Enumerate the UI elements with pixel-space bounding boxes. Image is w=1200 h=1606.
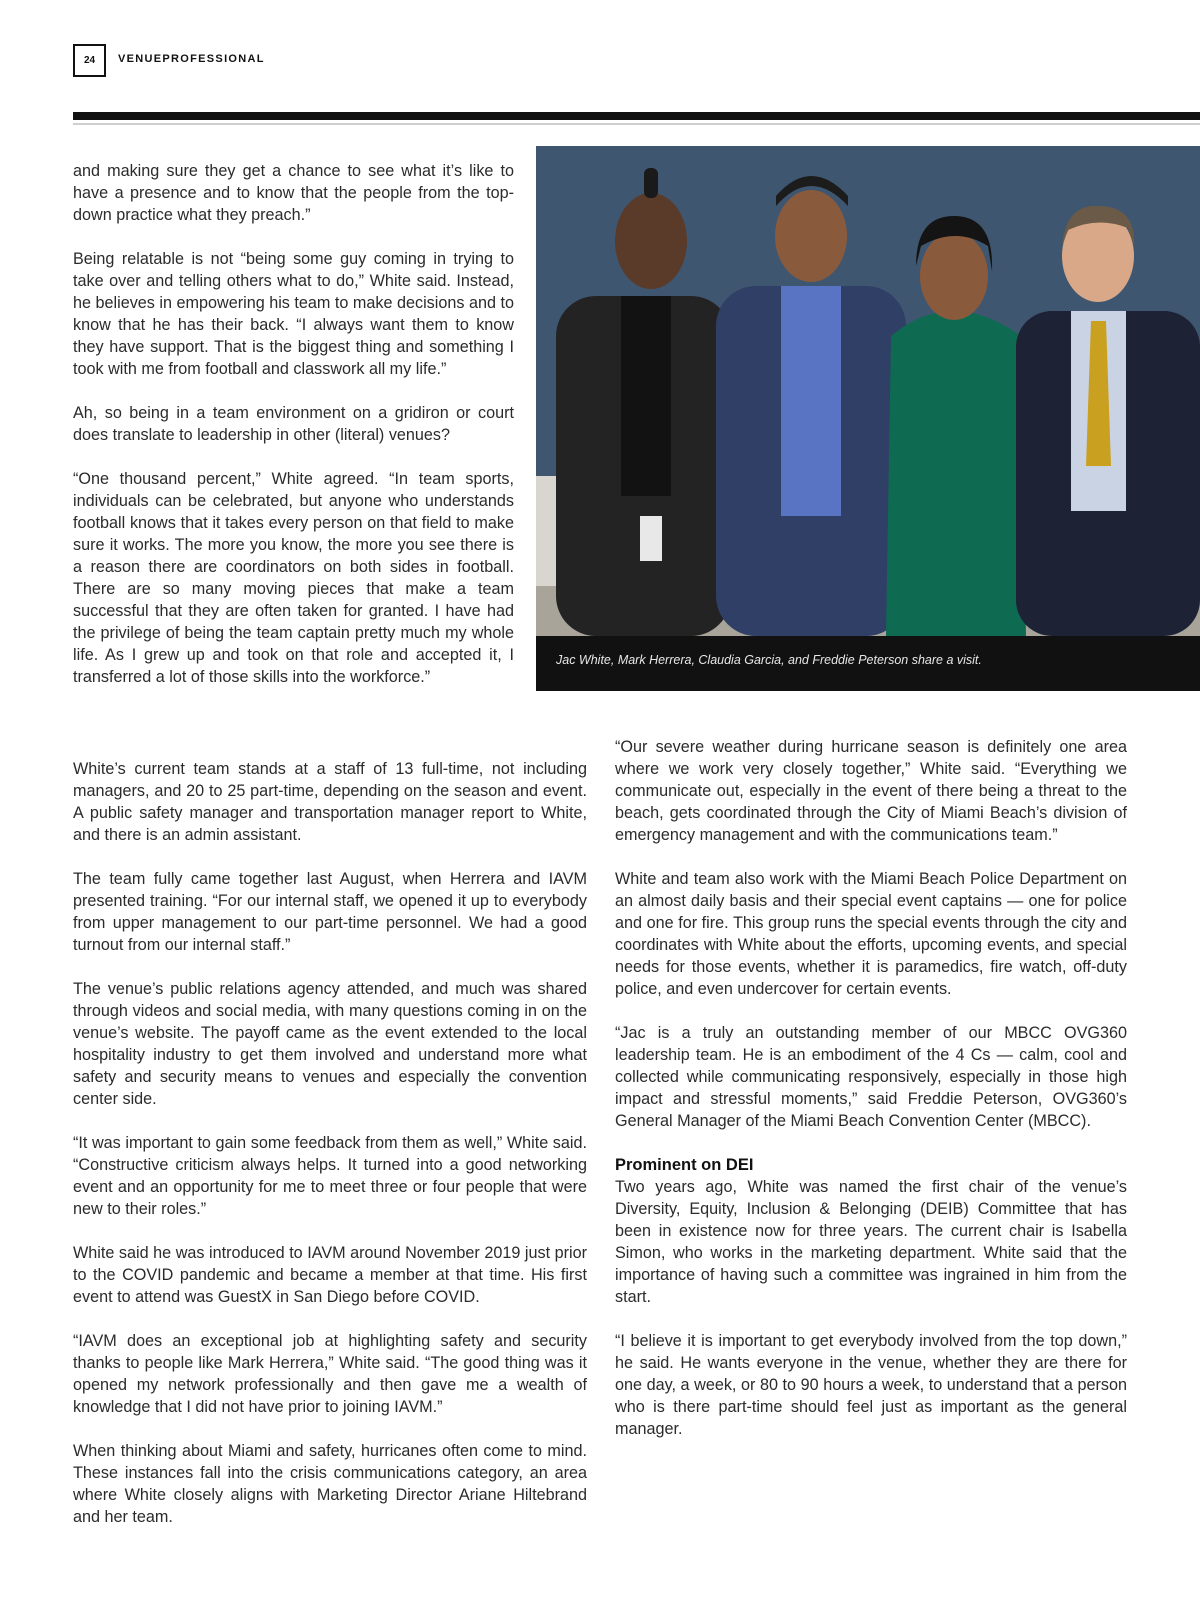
team-photo: [536, 146, 1200, 691]
paragraph: “IAVM does an exceptional job at highlighting safety and security thanks to people like Mark Herrera,” White said. “The good thing was it opened my network professionally and then gave me a wealth of knowledge that I did not have prior to joining IAVM.”: [73, 1332, 587, 1416]
page-number: 24: [73, 44, 106, 77]
paragraph: Ah, so being in a team environment on a gridiron or court does translate to leadership in other (literal) venues?: [73, 404, 514, 444]
paragraph: Being relatable is not “being some guy coming in trying to take over and telling others what to do,” White said. Instead, he believes in empowering his team to make decisions and to know that he has their back. “I always want them to know they have support. That is the biggest thing and something I took with me from football and classwork all my life.”: [73, 250, 514, 378]
person-three-dress: [886, 311, 1026, 636]
paragraph: White said he was introduced to IAVM around November 2019 just prior to the COVID pandemic and became a member at that time. His first event to attend was GuestX in San Diego before COVID.: [73, 1244, 587, 1306]
paragraph: The venue’s public relations agency attended, and much was shared through videos and social media, with many questions coming in on the venue’s website. The payoff came as the event extended to the local hospitality industry to get them involved and understand more what safety and security means to venues and especially the convention center side.: [73, 980, 587, 1108]
paragraph: and making sure they get a chance to see what it’s like to have a presence and to know that the people from the top-down practice what they preach.”: [73, 162, 514, 224]
person-two-face: [775, 190, 847, 282]
paragraph: Two years ago, White was named the first chair of the venue’s Diversity, Equity, Inclusion & Belonging (DEIB) Committee that has been in existence now for three years. The current chair is Isabella Simon, who works in the marketing department. White said that the importance of having such a committee was ingrained in him from the start.: [615, 1178, 1127, 1306]
paragraph: White’s current team stands at a staff of 13 full-time, not including managers, and 20 to 25 part-time, depending on the season and event. A public safety manager and transportation manager report to White, and there is an admin assistant.: [73, 760, 587, 844]
masthead-brand: VENUE: [118, 53, 163, 65]
header-rule: [73, 112, 1200, 120]
paragraph: The team fully came together last August, when Herrera and IAVM presented training. “For our internal staff, we opened it up to everybody from upper management to our part-time personnel. We had a good turnout from our internal staff.”: [73, 870, 587, 954]
paragraph: “It was important to gain some feedback from them as well,” White said. “Constructive criticism always helps. It turned into a good networking event and an opportunity for me to meet three or four people that were new to their roles.”: [73, 1134, 587, 1218]
person-one-face: [615, 193, 687, 289]
column-one-bottom: [73, 758, 587, 1550]
column-one-top: [73, 160, 514, 710]
paragraph: When thinking about Miami and safety, hurricanes often come to mind. These instances fall into the crisis communications category, an area where White closely aligns with Marketing Director Ariane Hiltebrand and her team.: [73, 1442, 587, 1526]
paragraph: White and team also work with the Miami Beach Police Department on an almost daily basis and their special event captains — one for police and one for fire. This group runs the special events through the city and coordinates with White about the efforts, upcoming events, and special needs for those events, whether it is paramedics, fire watch, off-duty police, and even undercover for certain events.: [615, 870, 1127, 998]
masthead-brand-rest: PROFESSIONAL: [162, 53, 265, 65]
section-subhead: Prominent on DEI: [615, 1156, 754, 1174]
paragraph: “One thousand percent,” White agreed. “In team sports, individuals can be celebrated, but anyone who understands football knows that it takes every person on that field to make sure it works. The more you know, the more you see there is a reason there are coordinators on both sides in football. There are so many moving pieces that make a team successful that they are often taken for granted. I have had the privilege of being the team captain pretty much my whole life. As I grew up and took on that role and accepted it, I transferred a lot of those skills into the workforce.”: [73, 470, 514, 686]
team-photo-illustration: [536, 146, 1200, 691]
header-rule-thin: [73, 123, 1200, 125]
paragraph: “Jac is a truly an outstanding member of our MBCC OVG360 leadership team. He is an embodiment of the 4 Cs — calm, cool and collected while communicating responsively, especially in those high impact and stressful moments,” said Freddie Peterson, OVG360’s General Manager of the Miami Beach Convention Center (MBCC).: [615, 1024, 1127, 1130]
paragraph: “Our severe weather during hurricane season is definitely one area where we work very closely together,” White said. “Everything we communicate out, especially in the event of there being a threat to the beach, gets coordinated through the City of Miami Beach’s division of emergency management and with the communications team.”: [615, 738, 1127, 844]
person-three-face: [920, 232, 988, 320]
masthead: [118, 53, 265, 65]
column-two: [615, 736, 1127, 1462]
badge-icon: [640, 516, 662, 561]
paragraph: “I believe it is important to get everybody involved from the top down,” he said. He wants everyone in the venue, whether they are there for one day, a week, or 80 to 90 hours a week, to understand that a person who is there part-time should feel just as important as the general manager.: [615, 1332, 1127, 1438]
photo-caption: Jac White, Mark Herrera, Claudia Garcia, and Freddie Peterson share a visit.: [556, 653, 982, 667]
